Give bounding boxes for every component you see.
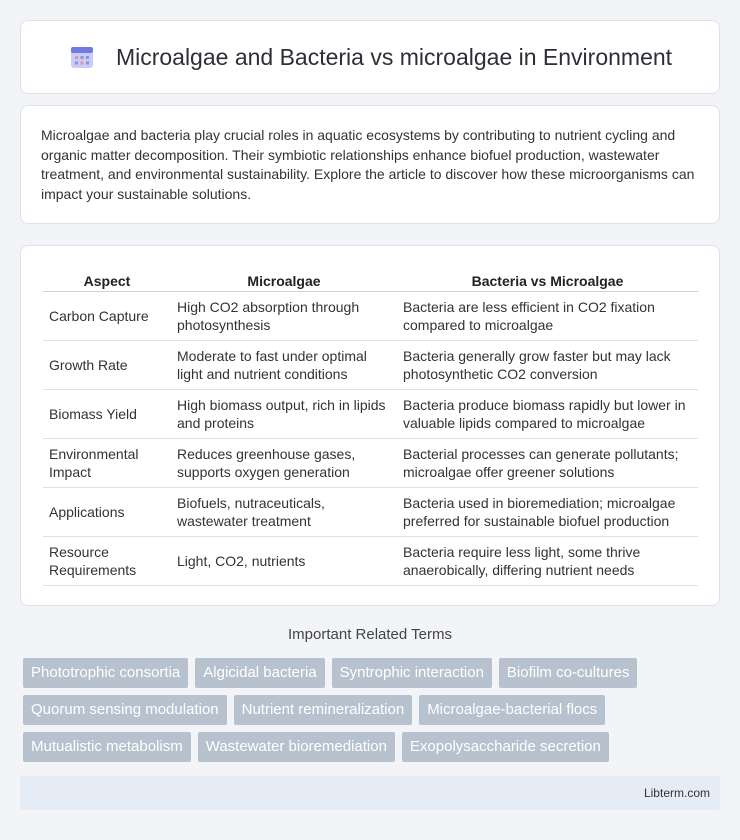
term-tag[interactable]: Quorum sensing modulation: [23, 695, 227, 725]
table-row: [43, 341, 698, 390]
table-cell: Growth Rate: [43, 341, 171, 390]
footer-site-link[interactable]: Libterm.com: [643, 786, 710, 800]
calendar-icon: [68, 43, 96, 71]
term-tag[interactable]: Microalgae-bacterial flocs: [419, 695, 605, 725]
table-cell: Environmental Impact: [43, 439, 171, 488]
table-cell: Reduces greenhouse gases, supports oxygen generation: [171, 439, 397, 488]
intro-text: Microalgae and bacteria play crucial roles in aquatic ecosystems by contributing to nutrient cycling and organic matter decomposition. Their symbiotic relationships enhance biofuel production, wastewater treatment, and environmental sustainability. Explore the article to discover how these microorganisms can impact your sustainable solutions.: [41, 127, 695, 202]
term-tag[interactable]: Algicidal bacteria: [195, 658, 324, 688]
table-cell: Bacteria used in bioremediation; microalgae preferred for sustainable biofuel production: [397, 488, 698, 537]
tag-row: [23, 695, 723, 725]
tag-row: [23, 658, 723, 688]
column-header-aspect: Aspect: [43, 268, 171, 292]
table-cell: Light, CO2, nutrients: [171, 537, 397, 586]
tag-row: [23, 732, 723, 762]
term-tag[interactable]: Syntrophic interaction: [332, 658, 492, 688]
table-cell: Bacterial processes can generate pollutants; microalgae offer greener solutions: [397, 439, 698, 488]
term-tag[interactable]: Mutualistic metabolism: [23, 732, 191, 762]
table-cell: Carbon Capture: [43, 292, 171, 341]
table-row: [43, 439, 698, 488]
table-cell: Bacteria require less light, some thrive anaerobically, differing nutrient needs: [397, 537, 698, 586]
table-row: [43, 390, 698, 439]
table-cell: Moderate to fast under optimal light and nutrient conditions: [171, 341, 397, 390]
table-cell: High CO2 absorption through photosynthesis: [171, 292, 397, 341]
table-header-row: [43, 268, 698, 292]
footer: [20, 776, 720, 810]
table-cell: Biofuels, nutraceuticals, wastewater treatment: [171, 488, 397, 537]
header-card: [20, 20, 720, 94]
table-cell: Applications: [43, 488, 171, 537]
comparison-table: [43, 268, 698, 586]
table-cell: Bacteria are less efficient in CO2 fixation compared to microalgae: [397, 292, 698, 341]
intro-card: [20, 105, 720, 224]
table-cell: High biomass output, rich in lipids and proteins: [171, 390, 397, 439]
term-tag[interactable]: Biofilm co-cultures: [499, 658, 638, 688]
table-row: [43, 537, 698, 586]
column-header-bacteria: Bacteria vs Microalgae: [397, 268, 698, 292]
term-tag[interactable]: Exopolysaccharide secretion: [402, 732, 609, 762]
related-terms-list: [23, 658, 723, 769]
page-title: Microalgae and Bacteria vs microalgae in Environment: [115, 43, 673, 70]
term-tag[interactable]: Nutrient remineralization: [234, 695, 413, 725]
table-row: [43, 292, 698, 341]
related-terms-title: Important Related Terms: [288, 626, 452, 643]
table-cell: Bacteria generally grow faster but may lack photosynthetic CO2 conversion: [397, 341, 698, 390]
table-row: [43, 488, 698, 537]
comparison-table-card: [20, 245, 720, 606]
table-cell: Resource Requirements: [43, 537, 171, 586]
table-cell: Bacteria produce biomass rapidly but lower in valuable lipids compared to microalgae: [397, 390, 698, 439]
column-header-microalgae: Microalgae: [171, 268, 397, 292]
table-cell: Biomass Yield: [43, 390, 171, 439]
term-tag[interactable]: Wastewater bioremediation: [198, 732, 395, 762]
term-tag[interactable]: Phototrophic consortia: [23, 658, 188, 688]
